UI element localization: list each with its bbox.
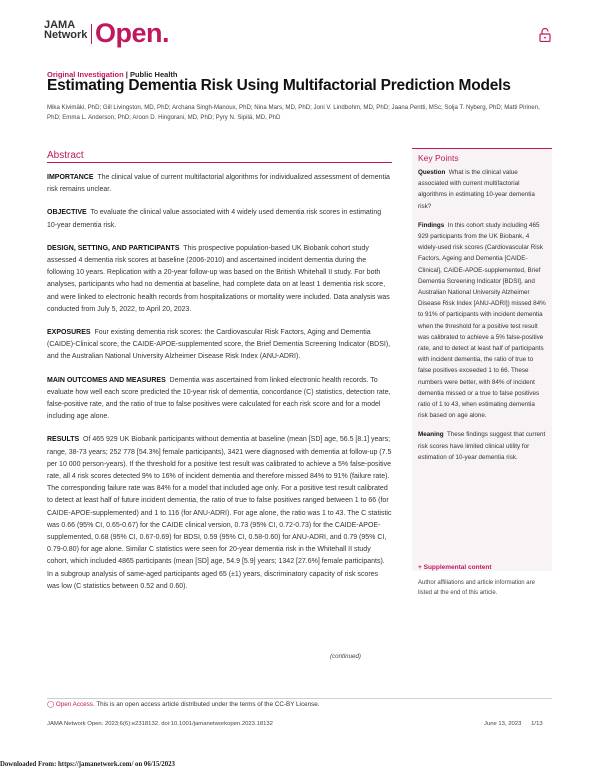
open-access-text: This is an open access article distributed under the terms of the CC-BY License. [96,701,320,708]
logo-jama: JAMA [44,19,76,31]
continued-note: (continued) [330,653,361,660]
abstract-importance: IMPORTANCE The clinical value of current multifactorial algorithms for individualized assessment of dementia risk remains unclear. [47,174,390,194]
affiliations-note: Author affiliations and article information are listed at the end of this article. [418,580,535,596]
logo-open: Open. [95,18,170,48]
abstract-heading: Abstract [47,150,84,161]
plus-icon: + [418,564,422,571]
abstract-design: DESIGN, SETTING, AND PARTICIPANTS This prospective population-based UK Biobank cohort study assessed 4 dementia risk scores at baseline (2006-2010) and ascertained incident dementia during the following 10 years. Replication with a 20-year follow-up was based on the British Whitehall II study. For both analyses, participants who had no dementia at baseline, had complete data on at least 1 dementia risk score, and were linked to electronic health records from hospitalizations or mortality were included. Data analysis was conducted from July 5, 2022, to April 20, 2023. [47,244,390,313]
footer-rule [47,698,552,699]
open-lock-icon [539,28,551,42]
article-section: Public Health [129,70,178,79]
key-points-title: Key Points [418,153,459,163]
abstract-objective: OBJECTIVE To evaluate the clinical value associated with 4 widely used dementia risk scores in estimating 10-year dementia risk. [47,209,382,229]
key-point-question: Question What is the clinical value associated with current multifactorial algorithms in estimating 10-year dementia risk? [418,169,535,210]
journal-logo-text [44,20,87,40]
logo-divider [91,24,92,44]
open-access-label[interactable]: Open Access. [55,701,95,708]
open-access-note [47,701,320,708]
article-type: Original Investigation [47,70,124,79]
logo-network: Network [44,29,88,41]
abstract-results: RESULTS Of 465 929 UK Biobank participants without dementia at baseline (mean [SD] age, 56.5 [8.1] years; range, 38-73 years; 252 778 [54.3%] female participants), 3421 were diagnosed with dementia at follow-up (7.5 per 10 000 person-years). If the threshold for a positive test result was calibrated to achieve a 5% false-positive rate, all 4 risk scores detected 9% to 16% of incident dementia and therefore missed 84% to 91% (failure rate). The corresponding failure rate was 84% for a model that included age only. For a positive test result calibrated to detect at least half of future incident dementia, the ratio of true to false positives ranged between 1 to 66 (for CAIDE-APOE-supplemented) and 1 to 116 (for ANU-ADRI). For age alone, the ratio was 1 to 43. The C statistic was 0.66 (95% CI, 0.65-0.67) for the CAIDE clinical version, 0.73 (95% CI, 0.72-0.73) for the CAIDE-APOE-supplemented, 0.68 (95% CI, 0.67-0.69) for BDSI, 0.59 (95% CI, 0.58-0.60) for ANU-ADRI, and 0.79 (95% CI, 0.79-0.80) for age alone. Similar C statistics were seen for 20-year dementia risk in the Whitehall II study cohort, which included 4865 participants (mean [SD] age, 54.9 [5.9] years; 1342 [27.6%] female participants). In a subgroup analysis of same-aged participants aged 65 (±1) years, discriminatory capacity of risk scores was low (C statistics between 0.52 and 0.60). [47,436,392,590]
article-title: Estimating Dementia Risk Using Multifactorial Prediction Models [47,77,511,94]
abstract-rule [47,162,392,163]
key-point-meaning: Meaning These findings suggest that current risk scores have limited clinical utility for estimation of 10-year dementia risk. [418,431,546,461]
footer-citation: JAMA Network Open. 2023;6(6):e2318132. doi:10.1001/jamanetworkopen.2023.18132 [47,721,273,727]
key-point-findings: Findings In this cohort study including 465 929 participants from the UK Biobank, 4 widely-used risk scores (Cardiovascular Risk Factors, Ageing and Dementia [CAIDE-Clinical], CAIDE-APOE-supplemented, Brief Dementia Screening Indicator [BDSI], and Australian National University Alzheimer Disease Risk Index [ANU-ADRI]) missed 84% to 91% of participants with incident dementia when the threshold for a positive test result was calibrated to achieve a 5% false-positive rate, and to detect at least half of participants with incident dementia, the ratio of true to false positives exceeded 1 to 66. These numbers were better, with 84% of incident dementia missed or a true to false positives ratio of 1 to 43, when estimating dementia risk based on age alone. [418,221,546,420]
supplemental-content-link[interactable]: + Supplemental content [418,564,492,571]
abstract-body [47,172,392,604]
key-points-body [418,167,546,471]
author-list: Mika Kivimäki, PhD; Gill Livingston, MD, PhD; Archana Singh-Manoux, PhD; Nina Mars, MD, PhD; Joni V. Lindbohm, MD, PhD; Jaana Pentti, MSc; Solja T. Nyberg, PhD; Matti Pirinen, PhD; Emma L. Anderson, PhD; Aroon D. Hingorani, MD, PhD; Pyry N. Sipilä, MD, PhD [47,104,540,121]
abstract-exposures: EXPOSURES Four existing dementia risk scores: the Cardiovascular Risk Factors, Aging and Dementia (CAIDE)-Clinical score, the CAIDE-APOE-supplemented score, the Brief Dementia Screening Indicator (BDSI), and the Australian National University Alzheimer Disease Risk Index (ANU-ADRI). [47,329,391,361]
tag-separator: | [123,70,130,79]
download-stamp: Downloaded From: https://jamanetwork.com/ on 06/15/2023 [0,761,175,768]
footer-date-page: June 13, 2023 1/13 [484,721,543,727]
abstract-outcomes: MAIN OUTCOMES AND MEASURES Dementia was ascertained from linked electronic health records. To evaluate how well each score predicted the 10-year risk of dementia, concordance (C) statistics, detection rate, false-positive rate, and the ratio of true to false positives were calculated for each risk score and for a model including age alone. [47,376,391,421]
open-access-icon: ◯ [47,701,55,708]
